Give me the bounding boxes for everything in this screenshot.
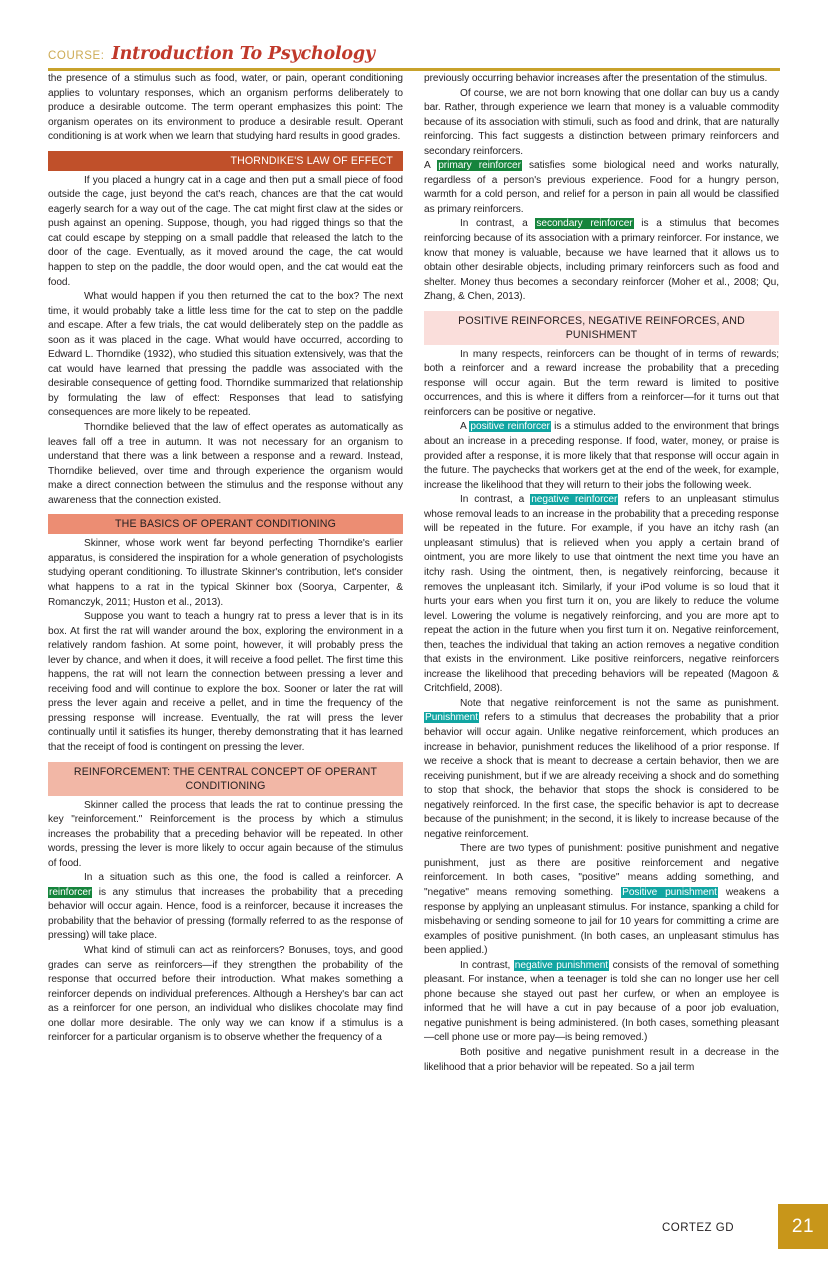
text-before-highlight: Note that negative reinforcement is not the same as punishment. [460,697,779,709]
paragraph-negative-reinforcer [424,493,779,697]
section-heading-reinforcement: REINFORCEMENT: THE CENTRAL CONCEPT OF OPERANT CONDITIONING [48,762,403,796]
header-course-line [48,44,780,66]
paragraph-primary-reinforcer [424,159,779,217]
highlight-primary-reinforcer: primary reinforcer [438,160,521,172]
section-heading-positive-negative-punishment: POSITIVE REINFORCES, NEGATIVE REINFORCES, AND PUNISHMENT [424,311,779,345]
text-after-highlight: is a stimulus that becomes reinforcing because of its association with a primary reinforcer. For instance, we know that money is valuable, because we have learned that it allows us to obtain other desirable objects, including primary reinforcers such as food and shelter. Money thus becomes a secondary reinforcer (Moher et al., 2008; Qu, Zhang, & Chen, 2013). [424,218,780,303]
highlight-secondary-reinforcer: secondary reinforcer [536,218,633,230]
paragraph-intro: the presence of a stimulus such as food, water, or pain, operant conditioning applies to voluntary responses, which an organism performs deliberately to produce a desirable outcome. The term operant emphasizes this point: The organism operates on its environment to produce a desirable result. Operant conditioning is at work when we learn that studying hard results in good grades. [48,73,403,143]
text-after-highlight: satisfies some biological need and works naturally, regardless of a person's previous experience. Food for a hungry person, warmth for a cold person, and relief for a person in pain all would be classified as primary reinforcers. [424,160,779,215]
highlight-negative-reinforcer: negative reinforcer [531,494,618,506]
paragraph-thorndike-1: If you placed a hungry cat in a cage and then put a small piece of food outside the cage, just beyond the cat's reach, chances are that the cat would eagerly search for a way out of the cage. The cat might first claw at the sides or push against an opening. Suppose, though, you had rigged things so that the cat could escape by stepping on a small paddle that released the latch to the door of the cage. Eventually, as it moved around the cage, the cat would happen to step on the paddle, the door would open, and the cat would eat the food. [48,174,403,288]
text-before-highlight: In contrast, a [460,218,536,230]
highlight-reinforcer: reinforcer [49,886,92,898]
paragraph-thorndike-2: What would happen if you then returned the cat to the box? The next time, it would probably take a little less time for the cat to step on the paddle and escape. After a few trials, the cat would deliberately step on the paddle as soon as it was placed in the cage. What would have occurred, according to Edward L. Thorndike (1932), who studied this situation extensively, was that the cat would have learned that pressing the paddle was associated with the desirable consequence of getting food. Thorndike summarized that relationship by formulating the law of effect: Responses that lead to satisfying consequences are more likely to be repeated. [48,291,403,419]
paragraph-reinforcement-2 [48,871,403,944]
highlight-positive-reinforcer: positive reinforcer [470,421,550,433]
text-before-highlight: A [460,421,470,433]
left-column [48,72,403,1075]
section-heading-basics: THE BASICS OF OPERANT CONDITIONING [48,514,403,534]
course-title: Introduction To Psychology [111,44,375,64]
text-after-highlight: consists of the removal of something pleasant. For instance, when a teenager is told she can no longer use her cell phone because she stayed out past her curfew, or when an employee is informed that he will have a cut in pay because of a poor job evaluation, negative punishment is being administered. (In both cases, something pleasant—cell phone use or more pay—is being removed.) [424,959,779,1044]
course-label: COURSE: [48,49,105,63]
text-after-highlight: weakens a response by applying an unpleasant stimulus. For instance, spanking a child for misbehaving or sending someone to jail for 10 years for committing a crime are examples of positive punishment. (In both cases, an unpleasant stimulus has been applied.) [424,886,780,957]
paragraph-basics-1: Skinner, whose work went far beyond perfecting Thorndike's earlier apparatus, is considered the inspiration for a whole generation of psychologists studying operant conditioning. To illustrate Skinner's contribution, let's consider what happens to a rat in the typical Skinner box (Soorya, Carpenter, & Romanczyk, 2011; Huston et al., 2013). [48,538,403,608]
section-heading-thorndike: THORNDIKE'S LAW OF EFFECT [48,151,403,171]
highlight-punishment: Punishment [425,712,478,724]
text-after-highlight: is a stimulus added to the environment that brings about an increase in a preceding response. If food, water, money, or praise is provided after a response, it is more likely that that response will occur again in the future. The paychecks that workers get at the end of the week, for example, increase the likelihood that they will return to their jobs the following week. [424,421,779,491]
text-after-highlight: is any stimulus that increases the probability that a preceding behavior will occur again. Hence, food is a reinforcer, because it increases the probability that the behavior of pressing (formally referred to as the response of pressing) will take place. [48,886,403,942]
text-before-highlight: There are two types of punishment: positive punishment and negative punishment, just as there are positive reinforcement and negative reinforcement. In both cases, "positive" means adding something, and "negative" means removing something. [424,843,779,898]
text-before-highlight: In contrast, a [460,494,531,506]
highlight-negative-punishment: negative punishment [514,959,609,971]
paragraph-continuation: previously occurring behavior increases after the presentation of the stimulus. [424,73,768,84]
two-column-body [48,72,780,1075]
text-before-highlight: A [424,160,438,172]
text-before-highlight: In a situation such as this one, the food is called a reinforcer. A [84,872,403,884]
paragraph-negative-punishment [424,959,779,1046]
page-header [48,44,780,70]
footer-author: CORTEZ GD [661,1222,734,1234]
header-divider-rule [48,68,780,71]
paragraph-reinforcement-3: What kind of stimuli can act as reinforcers? Bonuses, toys, and good grades can serve as reinforcers—if they strengthen the probability of the response that occurred before their introduction. What makes something a reinforcer depends on individual preferences. Although a Hershey's bar can act as a reinforcer for one person, an individual who dislikes chocolate may find one dollar more desirable. The only way we can know if a stimulus is a reinforcer for a particular organism is to observe whether the frequency of a [48,944,403,1044]
paragraph-reinforcement-1: Skinner called the process that leads the rat to continue pressing the key "reinforcement." Reinforcement is the process by which a stimulus increases the probability that a preceding behavior will be repeated. In other words, pressing the lever is more likely to occur again because of the stimulus of food. [48,799,403,869]
paragraph-basics-2: Suppose you want to teach a hungry rat to press a lever that is in its box. At first the rat will wander around the box, exploring the environment in a relatively random fashion. At some point, however, it will probably press the lever by chance, and when it does, it will receive a food pellet. The first time this happens, the rat will not learn the connection between pressing a lever and receiving food and will continue to explore the box. Sooner or later the rat will press the lever again and receive a pellet, and in time the frequency of the pressing response will increase. Eventually, the rat will press the lever continually until it satisfies its hunger, thereby demonstrating that it has learned that the receipt of food is contingent on pressing the lever. [48,611,403,753]
text-after-highlight: refers to a stimulus that decreases the probability that a prior behavior will occur again. Unlike negative reinforcement, which produces an increase in behavior, punishment reduces the likelihood of a prior response. If we receive a shock that is meant to decrease a certain behavior, then we are receiving punishment, but if we are already receiving a shock and do something to stop that shock, the behavior that stops the shock is considered to be negatively reinforced. In the first case, the specific behavior is apt to decrease because of the punishment; in the second, it is likely to increase because of the negative reinforcement. [424,712,779,840]
paragraph-two-types [424,842,779,958]
highlight-positive-punishment: Positive punishment [622,886,717,898]
paragraph-thorndike-3: Thorndike believed that the law of effect operates as automatically as leaves fall off a tree in autumn. It was not necessary for an organism to understand that there was a link between a response and a reward. Instead, Thorndike believed, over time and through experience the organism would make a direct connection between the stimulus and the response without any awareness that the connection existed. [48,422,403,506]
text-after-highlight: refers to an unpleasant stimulus whose removal leads to an increase in the probability that a preceding response will be repeated in the future. For example, if you have an itchy rash (an unpleasant stimulus) that is relieved when you apply a certain brand of ointment, you are more likely to use that ointment the next time you have an itchy rash. Using the ointment, then, is negatively reinforcing, because it removes the unpleasant itch. Similarly, if your iPod volume is so loud that it hurts your ears when you first turn it on, you are likely to reduce the volume level. Lowering the volume is negatively reinforcing, and you are more apt to repeat the action in the future when you first turn it on. Negative reinforcement, then, teaches the individual that taking an action removes a negative condition that exists in the environment. Like positive reinforcers, negative reinforcers increase the likelihood that preceding behaviors will be repeated (Magoon & Critchfield, 2008). [424,494,779,695]
paragraph-punishment [424,697,779,842]
paragraph-positive-reinforcer [424,420,779,493]
paragraph-dollar: Of course, we are not born knowing that one dollar can buy us a candy bar. Rather, through experience we learn that money is a valuable commodity because of its association with stimuli, such as food and drink, that are naturally reinforcing. This fact suggests a distinction between primary reinforcers and secondary reinforcers. [424,87,779,157]
text-before-highlight: In contrast, [460,959,514,971]
right-column [424,72,779,1075]
paragraph-final: Both positive and negative punishment result in a decrease in the likelihood that a prior behavior will be repeated. So a jail term [424,1047,779,1073]
paragraph-positive-1: In many respects, reinforcers can be thought of in terms of rewards; both a reinforcer and a reward increase the probability that a preceding response will occur again. But the term reward is limited to positive occurrences, and this is where it differs from a reinforcer—for it turns out that reinforcers can be positive or negative. [424,348,779,418]
page-number-badge: 21 [778,1204,828,1249]
page-footer [0,1204,828,1266]
paragraph-secondary-reinforcer [424,217,779,304]
